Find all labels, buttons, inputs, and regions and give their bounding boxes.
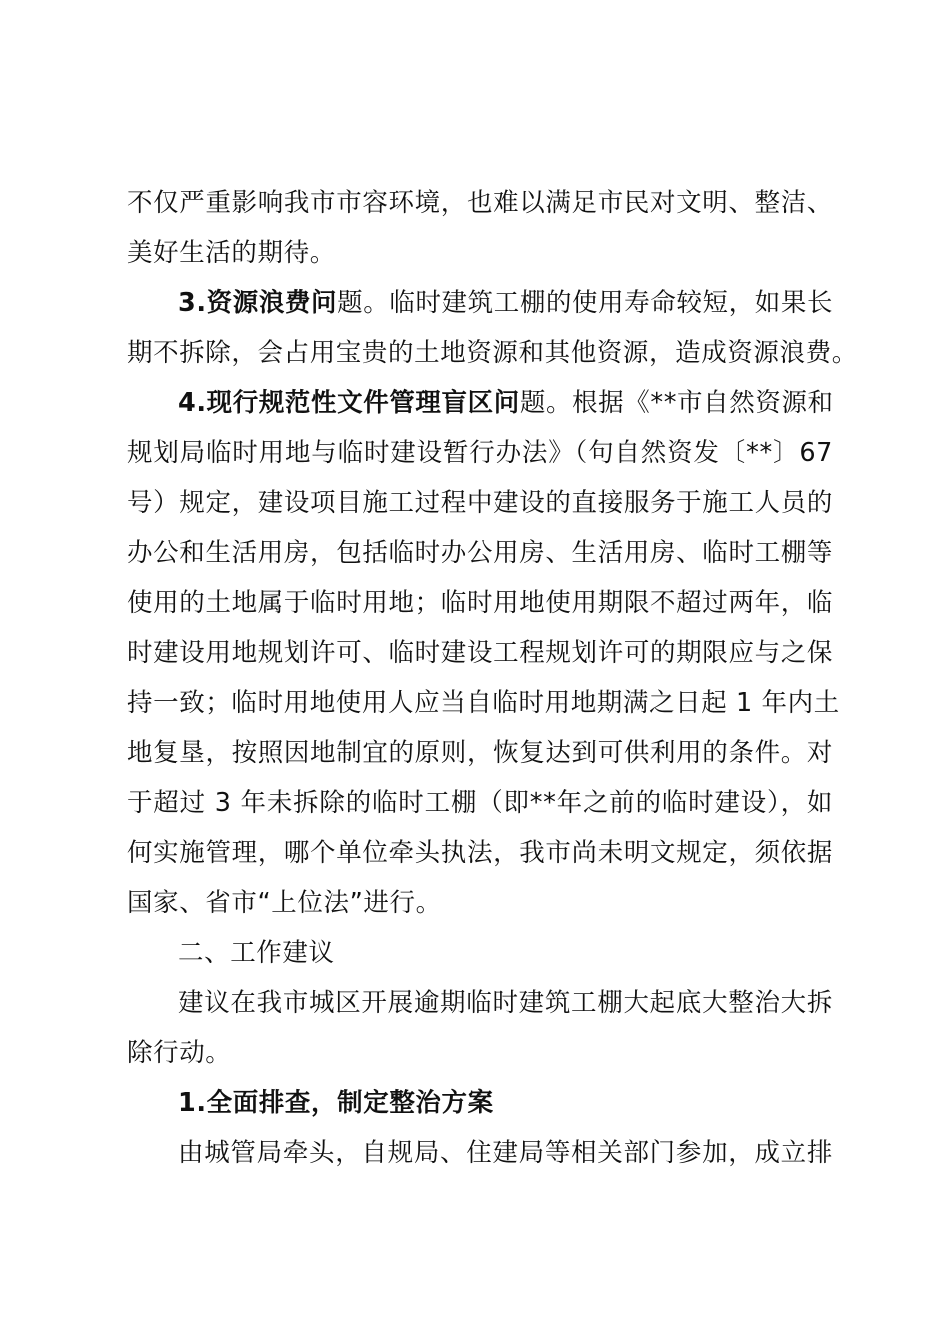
paragraph-line: 国家、省市“上位法”进行。 (127, 888, 442, 918)
paragraph-line: 不仅严重影响我市市容环境，也难以满足市民对文明、整洁、 (127, 188, 833, 218)
paragraph-line: 于超过 3 年未拆除的临时工棚（即**年之前的临时建设），如 (127, 788, 833, 818)
paragraph-line: 时建设用地规划许可、临时建设工程规划许可的期限应与之保 (127, 638, 833, 668)
section-heading-work-suggestions: 二、工作建议 (178, 938, 335, 968)
section-4-text: 题。根据《**市自然资源和 (519, 388, 834, 418)
subsection-1-heading: 1.全面排查，制定整治方案 (178, 1088, 494, 1118)
section-4-heading: 4.现行规范性文件管理盲区问 (178, 388, 520, 418)
paragraph-line: 办公和生活用房，包括临时办公用房、生活用房、临时工棚等 (127, 538, 833, 568)
section-4-heading-line (178, 385, 833, 421)
paragraph-line: 美好生活的期待。 (127, 238, 336, 268)
paragraph-line: 期不拆除，会占用宝贵的土地资源和其他资源，造成资源浪费。 (127, 338, 858, 368)
paragraph-line: 由城管局牵头，自规局、住建局等相关部门参加，成立排 (178, 1138, 833, 1168)
paragraph-line: 何实施管理，哪个单位牵头执法，我市尚未明文规定，须依据 (127, 838, 833, 868)
paragraph-line: 持一致；临时用地使用人应当自临时用地期满之日起 1 年内土 (127, 688, 840, 718)
paragraph-line: 建议在我市城区开展逾期临时建筑工棚大起底大整治大拆 (178, 988, 833, 1018)
section-3-text: 题。临时建筑工棚的使用寿命较短，如果长 (337, 288, 834, 318)
section-3-heading: 3.资源浪费问 (178, 288, 338, 318)
paragraph-line: 除行动。 (127, 1038, 232, 1068)
paragraph-line: 号）规定，建设项目施工过程中建设的直接服务于施工人员的 (127, 488, 833, 518)
section-3-heading-line (178, 285, 833, 321)
paragraph-line: 使用的土地属于临时用地；临时用地使用期限不超过两年，临 (127, 588, 833, 618)
paragraph-line: 规划局临时用地与临时建设暂行办法》（句自然资发〔**〕67 (127, 438, 833, 468)
paragraph-line: 地复垦，按照因地制宜的原则，恢复达到可供利用的条件。对 (127, 738, 833, 768)
